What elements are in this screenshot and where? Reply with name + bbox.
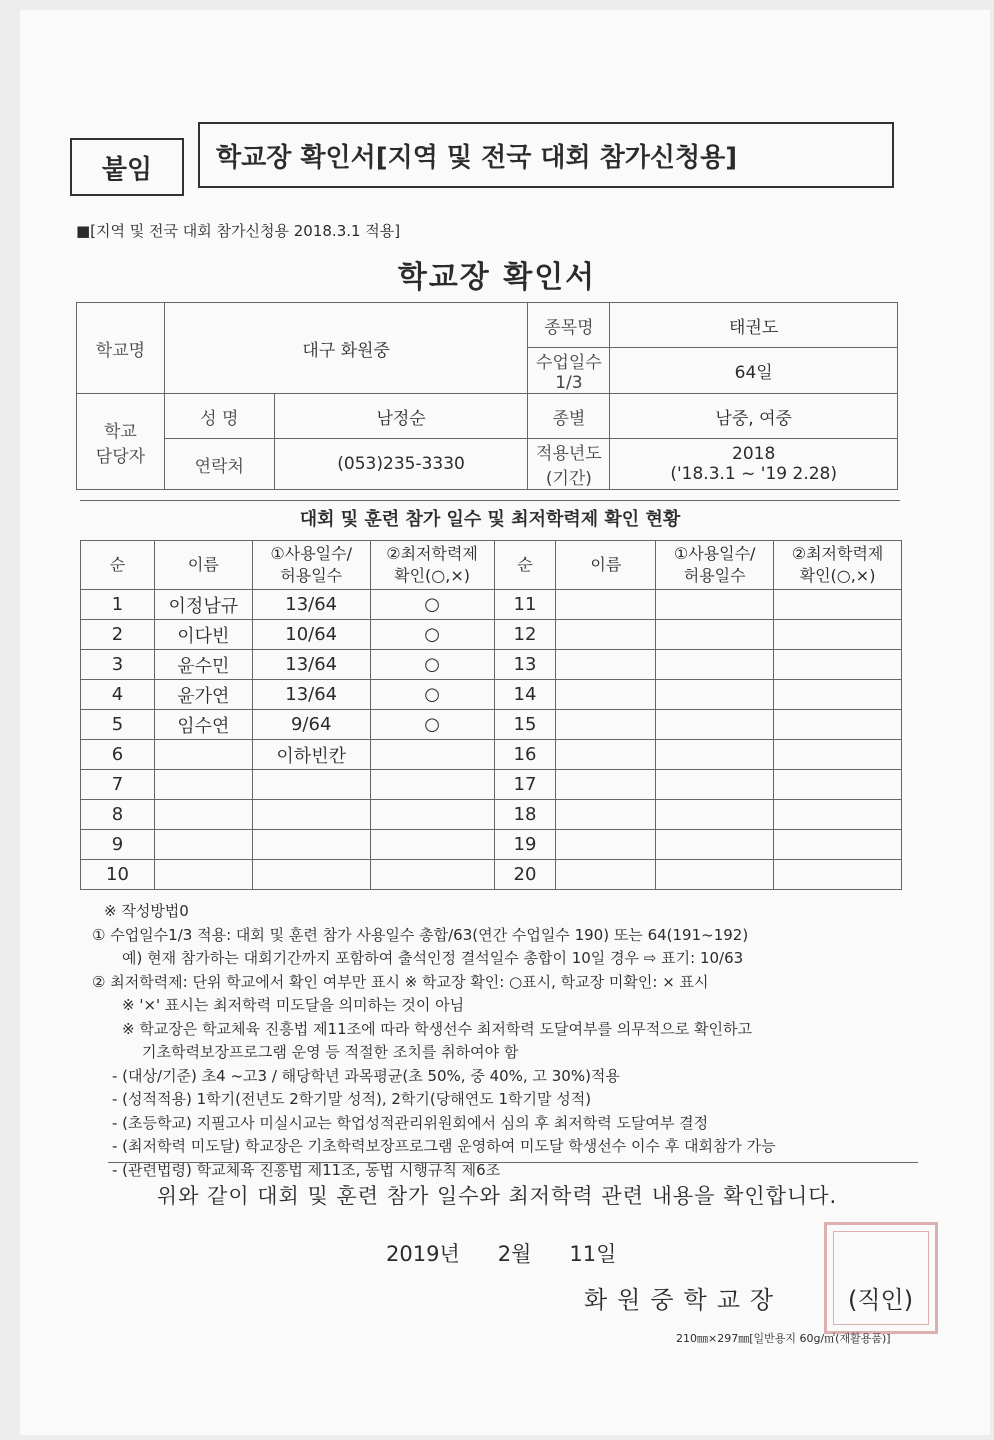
header-min-grade-right: ②최저학력제 확인(○,×)	[774, 541, 902, 590]
document-heading-box: 학교장 확인서[지역 및 전국 대회 참가신청용]	[198, 122, 894, 188]
name-value: 남정순	[274, 394, 528, 439]
student-name	[556, 770, 656, 800]
min-grade-check: ○	[370, 620, 494, 650]
student-name	[556, 740, 656, 770]
table-row	[81, 830, 902, 860]
min-grade-check	[774, 590, 902, 620]
student-name	[556, 860, 656, 890]
notes-heading: ※ 작성방법0	[104, 902, 189, 920]
min-grade-check	[370, 800, 494, 830]
manager-label: 학교 담당자	[77, 394, 165, 490]
min-grade-check	[370, 830, 494, 860]
student-name	[556, 710, 656, 740]
table-row	[81, 680, 902, 710]
min-grade-check: ○	[370, 650, 494, 680]
date-month: 2월	[497, 1242, 532, 1266]
table-row	[81, 860, 902, 890]
student-name	[556, 680, 656, 710]
table-row	[81, 590, 902, 620]
row-no: 11	[494, 590, 556, 620]
student-name	[154, 860, 252, 890]
used-days	[656, 860, 774, 890]
event-label: 종목명	[528, 303, 610, 348]
header-days-right: ①사용일수/ 허용일수	[656, 541, 774, 590]
min-grade-check	[774, 800, 902, 830]
min-grade-check	[370, 740, 494, 770]
used-days: 10/64	[252, 620, 370, 650]
instructions	[92, 900, 922, 1182]
used-days	[252, 800, 370, 830]
header-min-grade: ②최저학력제 확인(○,×)	[370, 541, 494, 590]
note-line: ① 수업일수1/3 적용: 대회 및 훈련 참가 사용일수 총합/63(연간 수업일수 190) 또는 64(191~192)	[92, 925, 749, 944]
student-name	[556, 800, 656, 830]
student-name	[556, 620, 656, 650]
note-line: - (초등학교) 지필고사 미실시교는 학업성적관리위원회에서 심의 후 최저학력 도달여부 결정	[112, 1113, 709, 1132]
used-days	[252, 830, 370, 860]
roster-header-row	[81, 541, 902, 590]
row-no: 4	[81, 680, 155, 710]
note-line: - (관련법령) 학교체육 진흥법 제11조, 동법 시행규칙 제6조	[112, 1160, 501, 1179]
used-days	[656, 800, 774, 830]
category-label: 종별	[528, 394, 610, 439]
school-name-label: 학교명	[77, 303, 165, 394]
contact-value: (053)235-3330	[274, 439, 528, 490]
student-name: 윤가연	[154, 680, 252, 710]
page-title: 학교장 확인서	[397, 260, 597, 295]
table-row	[81, 740, 902, 770]
row-no: 6	[81, 740, 155, 770]
class-days-label: 수업일수 1/3	[528, 348, 610, 394]
contact-label: 연락처	[164, 439, 274, 490]
table-row	[81, 650, 902, 680]
used-days	[656, 680, 774, 710]
used-days: 13/64	[252, 590, 370, 620]
table-row	[81, 800, 902, 830]
applicability-note: ■[지역 및 전국 대회 참가신청용 2018.3.1 적용]	[76, 222, 401, 240]
student-name	[556, 650, 656, 680]
student-name: 윤수민	[154, 650, 252, 680]
roster-section-title: 대회 및 훈련 참가 일수 및 최저학력제 확인 현황	[80, 500, 900, 531]
row-no: 18	[494, 800, 556, 830]
note-line: ※ 학교장은 학교체육 진흥법 제11조에 따라 학생선수 최저학력 도달여부를 의무적으로 확인하고	[122, 1019, 752, 1038]
date-day: 11일	[569, 1242, 617, 1266]
row-no: 2	[81, 620, 155, 650]
used-days	[656, 830, 774, 860]
student-name	[154, 830, 252, 860]
note-line: ② 최저학력제: 단위 학교에서 확인 여부만 표시 ※ 학교장 확인: ○표시, 학교장 미확인: × 표시	[92, 972, 709, 991]
used-days	[656, 620, 774, 650]
row-no: 15	[494, 710, 556, 740]
min-grade-check	[774, 620, 902, 650]
row-no: 13	[494, 650, 556, 680]
official-seal-stamp	[824, 1222, 938, 1334]
used-days	[252, 770, 370, 800]
note-line: - (성적적용) 1학기(전년도 2학기말 성적), 2학기(당해연도 1학기말 성적)	[112, 1090, 592, 1108]
student-name: 임수연	[154, 710, 252, 740]
row-no: 19	[494, 830, 556, 860]
row-no: 14	[494, 680, 556, 710]
note-line: - (최저학력 미도달) 학교장은 기초학력보장프로그램 운영하여 미도달 학생선수 이수 후 대회참가 가능	[112, 1137, 776, 1155]
note-line: 예) 현재 참가하는 대회기간까지 포함하여 출석인정 결석일수 총합이 10일 경우 ⇨ 표기: 10/63	[122, 949, 744, 967]
divider	[108, 1162, 918, 1163]
note-line: ※ '×' 표시는 최저학력 미도달을 의미하는 것이 아님	[122, 996, 465, 1014]
used-days: 이하빈칸	[252, 740, 370, 770]
table-row	[81, 770, 902, 800]
used-days: 9/64	[252, 710, 370, 740]
min-grade-check	[774, 860, 902, 890]
table-row	[81, 620, 902, 650]
used-days: 13/64	[252, 650, 370, 680]
paper-spec-footer: 210㎜×297㎜[일반용지 60g/㎡(재활용품)]	[676, 1332, 891, 1345]
student-name	[154, 740, 252, 770]
min-grade-check: ○	[370, 710, 494, 740]
used-days	[656, 770, 774, 800]
note-line: - (대상/기준) 초4 ~고3 / 해당학년 과목평균(초 50%, 중 40%, 고 30%)적용	[112, 1066, 620, 1085]
class-days-value: 64일	[610, 348, 898, 394]
min-grade-check	[370, 770, 494, 800]
year-label: 적용년도 (기간)	[528, 439, 610, 490]
row-no: 20	[494, 860, 556, 890]
row-no: 3	[81, 650, 155, 680]
min-grade-check: ○	[370, 680, 494, 710]
row-no: 9	[81, 830, 155, 860]
name-label: 성 명	[164, 394, 274, 439]
min-grade-check	[774, 680, 902, 710]
used-days: 13/64	[252, 680, 370, 710]
school-name-value: 대구 화원중	[164, 303, 528, 394]
min-grade-check	[774, 740, 902, 770]
student-name	[556, 590, 656, 620]
row-no: 1	[81, 590, 155, 620]
row-no: 12	[494, 620, 556, 650]
student-name	[154, 770, 252, 800]
roster-body	[81, 590, 902, 890]
student-name: 이다빈	[154, 620, 252, 650]
category-value: 남중, 여중	[610, 394, 898, 439]
issue-date	[386, 1238, 616, 1268]
student-name	[556, 830, 656, 860]
school-info-table	[76, 302, 898, 490]
confirmation-statement: 위와 같이 대회 및 훈련 참가 일수와 최저학력 관련 내용을 확인합니다.	[156, 1184, 838, 1208]
row-no: 10	[81, 860, 155, 890]
student-name: 이정남규	[154, 590, 252, 620]
header-name-right: 이름	[556, 541, 656, 590]
header-days: ①사용일수/ 허용일수	[252, 541, 370, 590]
min-grade-check	[774, 830, 902, 860]
event-value: 태권도	[610, 303, 898, 348]
min-grade-check: ○	[370, 590, 494, 620]
student-name	[154, 800, 252, 830]
roster-table	[80, 540, 902, 890]
year-value: 2018 ('18.3.1 ~ '19 2.28)	[610, 439, 898, 490]
used-days	[656, 590, 774, 620]
min-grade-check	[774, 770, 902, 800]
table-row	[81, 710, 902, 740]
used-days	[656, 710, 774, 740]
used-days	[252, 860, 370, 890]
row-no: 17	[494, 770, 556, 800]
min-grade-check	[774, 650, 902, 680]
used-days	[656, 650, 774, 680]
principal-signature: 화원중학교장	[584, 1286, 784, 1314]
header-name: 이름	[154, 541, 252, 590]
min-grade-check	[774, 710, 902, 740]
header-no-right: 순	[494, 541, 556, 590]
row-no: 7	[81, 770, 155, 800]
note-line: 기초학력보장프로그램 운영 등 적절한 조치를 취하여야 함	[142, 1043, 519, 1061]
row-no: 8	[81, 800, 155, 830]
date-year: 2019년	[386, 1242, 460, 1266]
used-days	[656, 740, 774, 770]
min-grade-check	[370, 860, 494, 890]
row-no: 5	[81, 710, 155, 740]
attachment-tag: 붙임	[70, 138, 184, 196]
row-no: 16	[494, 740, 556, 770]
seal-label: (직인)	[848, 1286, 914, 1314]
header-no: 순	[81, 541, 155, 590]
